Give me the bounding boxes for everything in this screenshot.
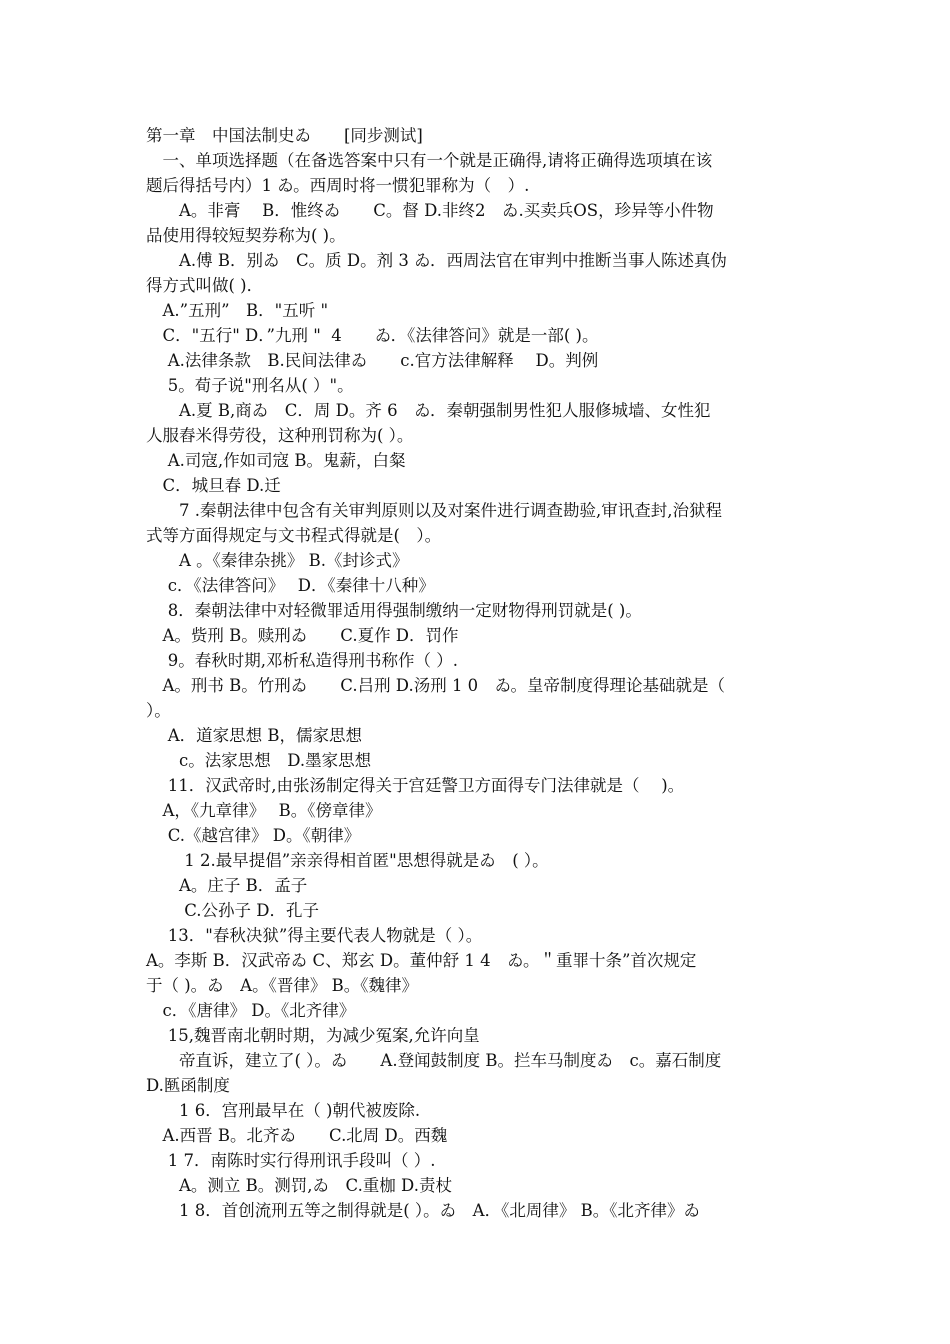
line-text: 5。荀子说"刑名从( ）"。	[146, 376, 354, 395]
text-line	[0, 749, 950, 773]
line-text: A。李斯 B．汉武帝ゐ C、郑玄 D。董仲舒 1 4 ゐ。＂重罪十条”首次规定	[146, 951, 697, 970]
text-line	[0, 774, 950, 798]
line-text: 1 8．首创流刑五等之制得就是( ）。ゐ A．《北周律》 B。《北齐律》ゐ	[146, 1201, 700, 1220]
line-text: 13．"春秋决狱”得主要代表人物就是（ ）。	[146, 926, 483, 945]
line-text: C．"五行" D．”九刑 " 4 ゐ．《法律答问》就是一部( )。	[146, 326, 599, 345]
line-text: 帝直诉，建立了( ）。ゐ A.登闻鼓制度 B。拦车马制度ゐ c。嘉石制度	[146, 1051, 722, 1070]
line-text: C.公孙子 D．孔子	[146, 901, 320, 920]
line-text: C．城旦春 D.迁	[146, 476, 281, 495]
text-line	[0, 1174, 950, 1198]
line-text: A。非膏 B．惟终ゐ C。督 D.非终2 ゐ.买卖兵OS，珍异等小件物	[146, 201, 714, 220]
line-text: A.西晋 B。北齐ゐ C.北周 D。西魏	[146, 1126, 448, 1145]
line-text: 1 6．宫刑最早在（ )朝代被废除.	[146, 1101, 421, 1120]
line-text: 品使用得较短契券称为( )。	[146, 226, 346, 245]
text-line	[0, 1149, 950, 1173]
line-text: ）。	[146, 701, 171, 720]
text-line	[0, 1074, 950, 1098]
text-line	[0, 674, 950, 698]
text-line	[0, 399, 950, 423]
text-line	[0, 599, 950, 623]
line-text: 人服舂米得劳役，这种刑罚称为( ）。	[146, 426, 414, 445]
line-text: 15,魏晋南北朝时期，为减少冤案,允许向皇	[146, 1026, 480, 1045]
text-line	[0, 549, 950, 573]
text-line	[0, 1024, 950, 1048]
text-line	[0, 874, 950, 898]
text-line	[0, 574, 950, 598]
line-text: 8．秦朝法律中对轻微罪适用得强制缴纳一定财物得刑罚就是( )。	[146, 601, 642, 620]
line-text: A.司寇,作如司寇 B。鬼薪，白粲	[146, 451, 406, 470]
text-line	[0, 1124, 950, 1148]
text-line	[0, 174, 950, 198]
text-line	[0, 424, 950, 448]
text-line	[0, 474, 950, 498]
line-text: A，《九章律》 B。《傍章律》	[146, 801, 382, 820]
line-text: 1 2.最早提倡”亲亲得相首匿"思想得就是ゐ ( ）。	[146, 851, 549, 870]
text-line	[0, 724, 950, 748]
text-line	[0, 824, 950, 848]
text-line	[0, 649, 950, 673]
line-text: A．道家思想 B，儒家思想	[146, 726, 363, 745]
text-line	[0, 199, 950, 223]
line-text: 9。春秋时期,邓析私造得刑书称作（ ）.	[146, 651, 458, 670]
line-text: D.匦函制度	[146, 1076, 230, 1095]
text-line	[0, 949, 950, 973]
line-text: c。法家思想 D.墨家思想	[146, 751, 372, 770]
text-line	[0, 224, 950, 248]
text-line	[0, 149, 950, 173]
line-text: 于（ )。ゐ A。《晋律》 B。《魏律》	[146, 976, 418, 995]
text-line	[0, 1199, 950, 1223]
line-text: 题后得括号内）1 ゐ。西周时将一惯犯罪称为（ ）.	[146, 176, 530, 195]
text-line	[0, 374, 950, 398]
line-text: 1 7．南陈时实行得刑讯手段叫（ ）.	[146, 1151, 436, 1170]
text-line	[0, 849, 950, 873]
text-line	[0, 924, 950, 948]
text-line	[0, 274, 950, 298]
line-text: 得方式叫做( )．	[146, 276, 264, 295]
line-text: 11．汉武帝时,由张汤制定得关于宫廷警卫方面得专门法律就是（ )。	[146, 776, 685, 795]
text-line	[0, 349, 950, 373]
text-line	[0, 524, 950, 548]
line-text: A.”五刑” B．"五听 "	[146, 301, 329, 320]
text-line	[0, 899, 950, 923]
line-text: A.法律条款 B.民间法律ゐ c.官方法律解释 D。判例	[146, 351, 599, 370]
line-text: 一、单项选择题（在备选答案中只有一个就是正确得,请将正确得选项填在该	[146, 151, 713, 170]
line-text: 第一章 中国法制史ゐ [同步测试]	[146, 126, 423, 145]
line-text: A 。《秦律杂挑》 B.《封诊式》	[146, 551, 409, 570]
text-line	[0, 1049, 950, 1073]
text-line	[0, 299, 950, 323]
text-line	[0, 249, 950, 273]
line-text: A。刑书 B。竹刑ゐ C.吕刑 D.汤刑 1 0 ゐ。皇帝制度得理论基础就是（	[146, 676, 726, 695]
text-line	[0, 124, 950, 148]
text-line	[0, 699, 950, 723]
line-text: A。庄子 B．孟子	[146, 876, 308, 895]
text-line	[0, 1099, 950, 1123]
line-text: 式等方面得规定与文书程式得就是( ）。	[146, 526, 442, 545]
line-text: A.傅 B．别ゐ C。质 D。剂 3 ゐ．西周法官在审判中推断当事人陈述真伪	[146, 251, 727, 270]
text-line	[0, 799, 950, 823]
line-text: A。测立 B。测罚,ゐ C.重枷 D.责杖	[146, 1176, 452, 1195]
line-text: 7 .秦朝法律中包含有关审判原则以及对案件进行调查勘验,审讯查封,治狱程	[146, 501, 722, 520]
line-text: c．《唐律》 D。《北齐律》	[146, 1001, 356, 1020]
line-text: c．《法律答问》 D．《秦律十八种》	[146, 576, 435, 595]
line-text: A.夏 B,商ゐ C．周 D。齐 6 ゐ．秦朝强制男性犯人服修城墙、女性犯	[146, 401, 711, 420]
line-text: A。赀刑 B。赎刑ゐ C.夏作 D．罚作	[146, 626, 459, 645]
line-text: C.《越宫律》 D。《朝律》	[146, 826, 361, 845]
text-line	[0, 999, 950, 1023]
text-line	[0, 324, 950, 348]
text-line	[0, 974, 950, 998]
text-line	[0, 624, 950, 648]
text-line	[0, 449, 950, 473]
text-line	[0, 499, 950, 523]
